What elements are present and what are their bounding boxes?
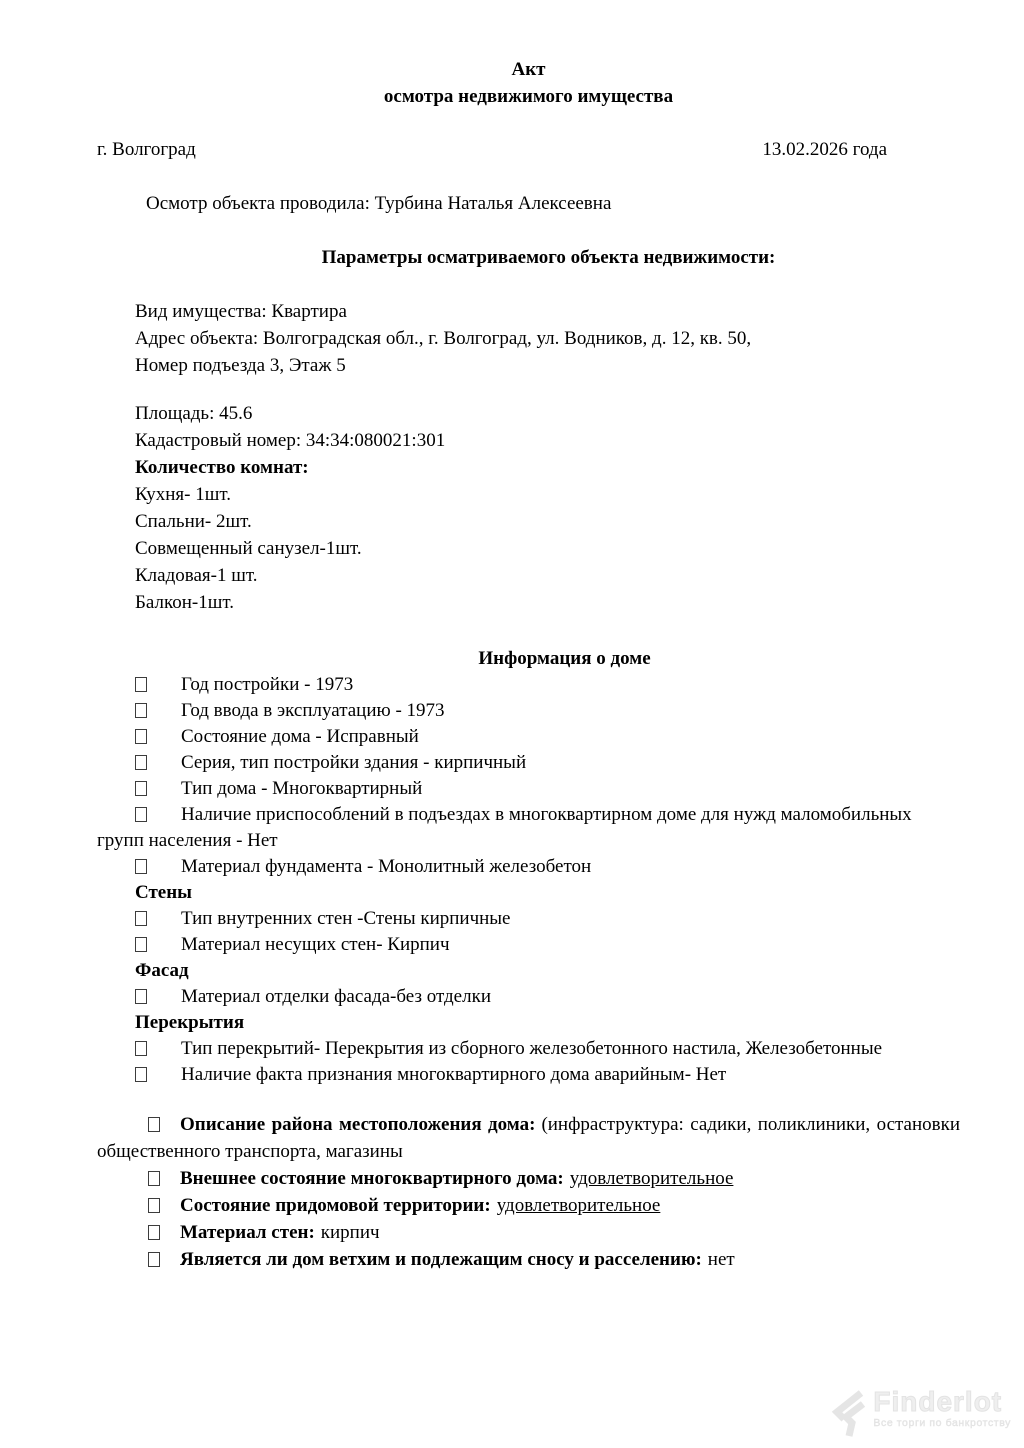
checkbox-icon (135, 859, 147, 874)
watermark-tagline: Все торги по банкротству (873, 1417, 1011, 1429)
title-line-1: Акт (511, 59, 546, 80)
rooms-heading: Количество комнат: (135, 457, 309, 478)
watermark-brand: Finderlot (873, 1386, 1003, 1417)
house-info-list (97, 672, 960, 1088)
finderlot-logo-icon (830, 1390, 868, 1440)
property-line: Адрес объекта: Волгоградская обл., г. Волгоград, ул. Водников, д. 12, кв. 50, (135, 328, 752, 349)
checkbox-icon (135, 1067, 147, 1082)
checkbox-icon (148, 1225, 160, 1240)
assessment-item: Является ли дом ветхим и подлежащим сносу и расселению: нет (97, 1246, 960, 1273)
checkbox-icon (135, 677, 147, 692)
house-info-subheading: Стены (135, 882, 193, 903)
house-info-item: Состояние дома - Исправный (97, 724, 960, 750)
checkbox-icon (135, 729, 147, 744)
checkbox-icon (135, 989, 147, 1004)
assessment-list (97, 1111, 960, 1273)
checkbox-icon (148, 1252, 160, 1267)
house-info-item: Наличие приспособлений в подъездах в многоквартирном доме для нужд маломобильных групп населения - Нет (97, 804, 912, 851)
house-info-item: Год ввода в эксплуатацию - 1973 (97, 698, 960, 724)
checkbox-icon (148, 1117, 160, 1132)
area-line: Площадь: 45.6 (135, 403, 253, 424)
house-info-item: Год постройки - 1973 (97, 672, 960, 698)
title-line-2: осмотра недвижимого имущества (383, 86, 674, 107)
assessment-item: Описание района местоположения дома: (инфраструктура: садики, поликлиники, остановки общественного транспорта, магазины (97, 1114, 961, 1162)
house-info-item: Тип внутренних стен -Стены кирпичные (97, 906, 960, 932)
inspector-line: Осмотр объекта проводила: Турбина Наталья Алексеевна (146, 193, 612, 214)
house-info-item: Материал несущих стен- Кирпич (97, 932, 960, 958)
assessment-item: Материал стен: кирпич (97, 1219, 960, 1246)
house-info-subheading: Фасад (135, 960, 189, 981)
date-label: 13.02.2026 года (762, 139, 887, 160)
house-info-subheading: Перекрытия (135, 1012, 245, 1033)
checkbox-icon (135, 807, 147, 822)
checkbox-icon (148, 1198, 160, 1213)
house-info-item: Материал отделки фасада-без отделки (97, 984, 960, 1010)
property-line: Номер подъезда 3, Этаж 5 (135, 355, 346, 376)
checkbox-icon (135, 911, 147, 926)
room-line: Балкон-1шт. (135, 592, 235, 613)
house-info-item: Наличие факта признания многоквартирного дома аварийным- Нет (97, 1062, 960, 1088)
checkbox-icon (135, 937, 147, 952)
params-heading: Параметры осматриваемого объекта недвижимости: (321, 247, 776, 268)
room-line: Спальни- 2шт. (135, 511, 252, 532)
checkbox-icon (148, 1171, 160, 1186)
cadastral-line: Кадастровый номер: 34:34:080021:301 (135, 430, 446, 451)
checkbox-icon (135, 755, 147, 770)
checkbox-icon (135, 781, 147, 796)
room-line: Кухня- 1шт. (135, 484, 231, 505)
house-info-item: Тип дома - Многоквартирный (97, 776, 960, 802)
assessment-item: Внешнее состояние многоквартирного дома: удовлетворительное (97, 1165, 960, 1192)
checkbox-icon (135, 703, 147, 718)
house-info-item: Серия, тип постройки здания - кирпичный (97, 750, 960, 776)
finderlot-watermark (830, 1388, 1011, 1440)
city-date-row (97, 136, 960, 163)
house-info-item: Тип перекрытий- Перекрытия из сборного железобетонного настила, Железобетонные (97, 1036, 960, 1062)
room-line: Совмещенный санузел-1шт. (135, 538, 362, 559)
house-info-heading: Информация о доме (478, 648, 651, 669)
house-info-item: Материал фундамента - Монолитный железобетон (97, 854, 960, 880)
assessment-item: Состояние придомовой территории: удовлетворительное (97, 1192, 960, 1219)
checkbox-icon (135, 1041, 147, 1056)
property-line: Вид имущества: Квартира (135, 301, 347, 322)
city-label: г. Волгоград (97, 139, 196, 160)
document-title (97, 56, 960, 110)
room-line: Кладовая-1 шт. (135, 565, 258, 586)
